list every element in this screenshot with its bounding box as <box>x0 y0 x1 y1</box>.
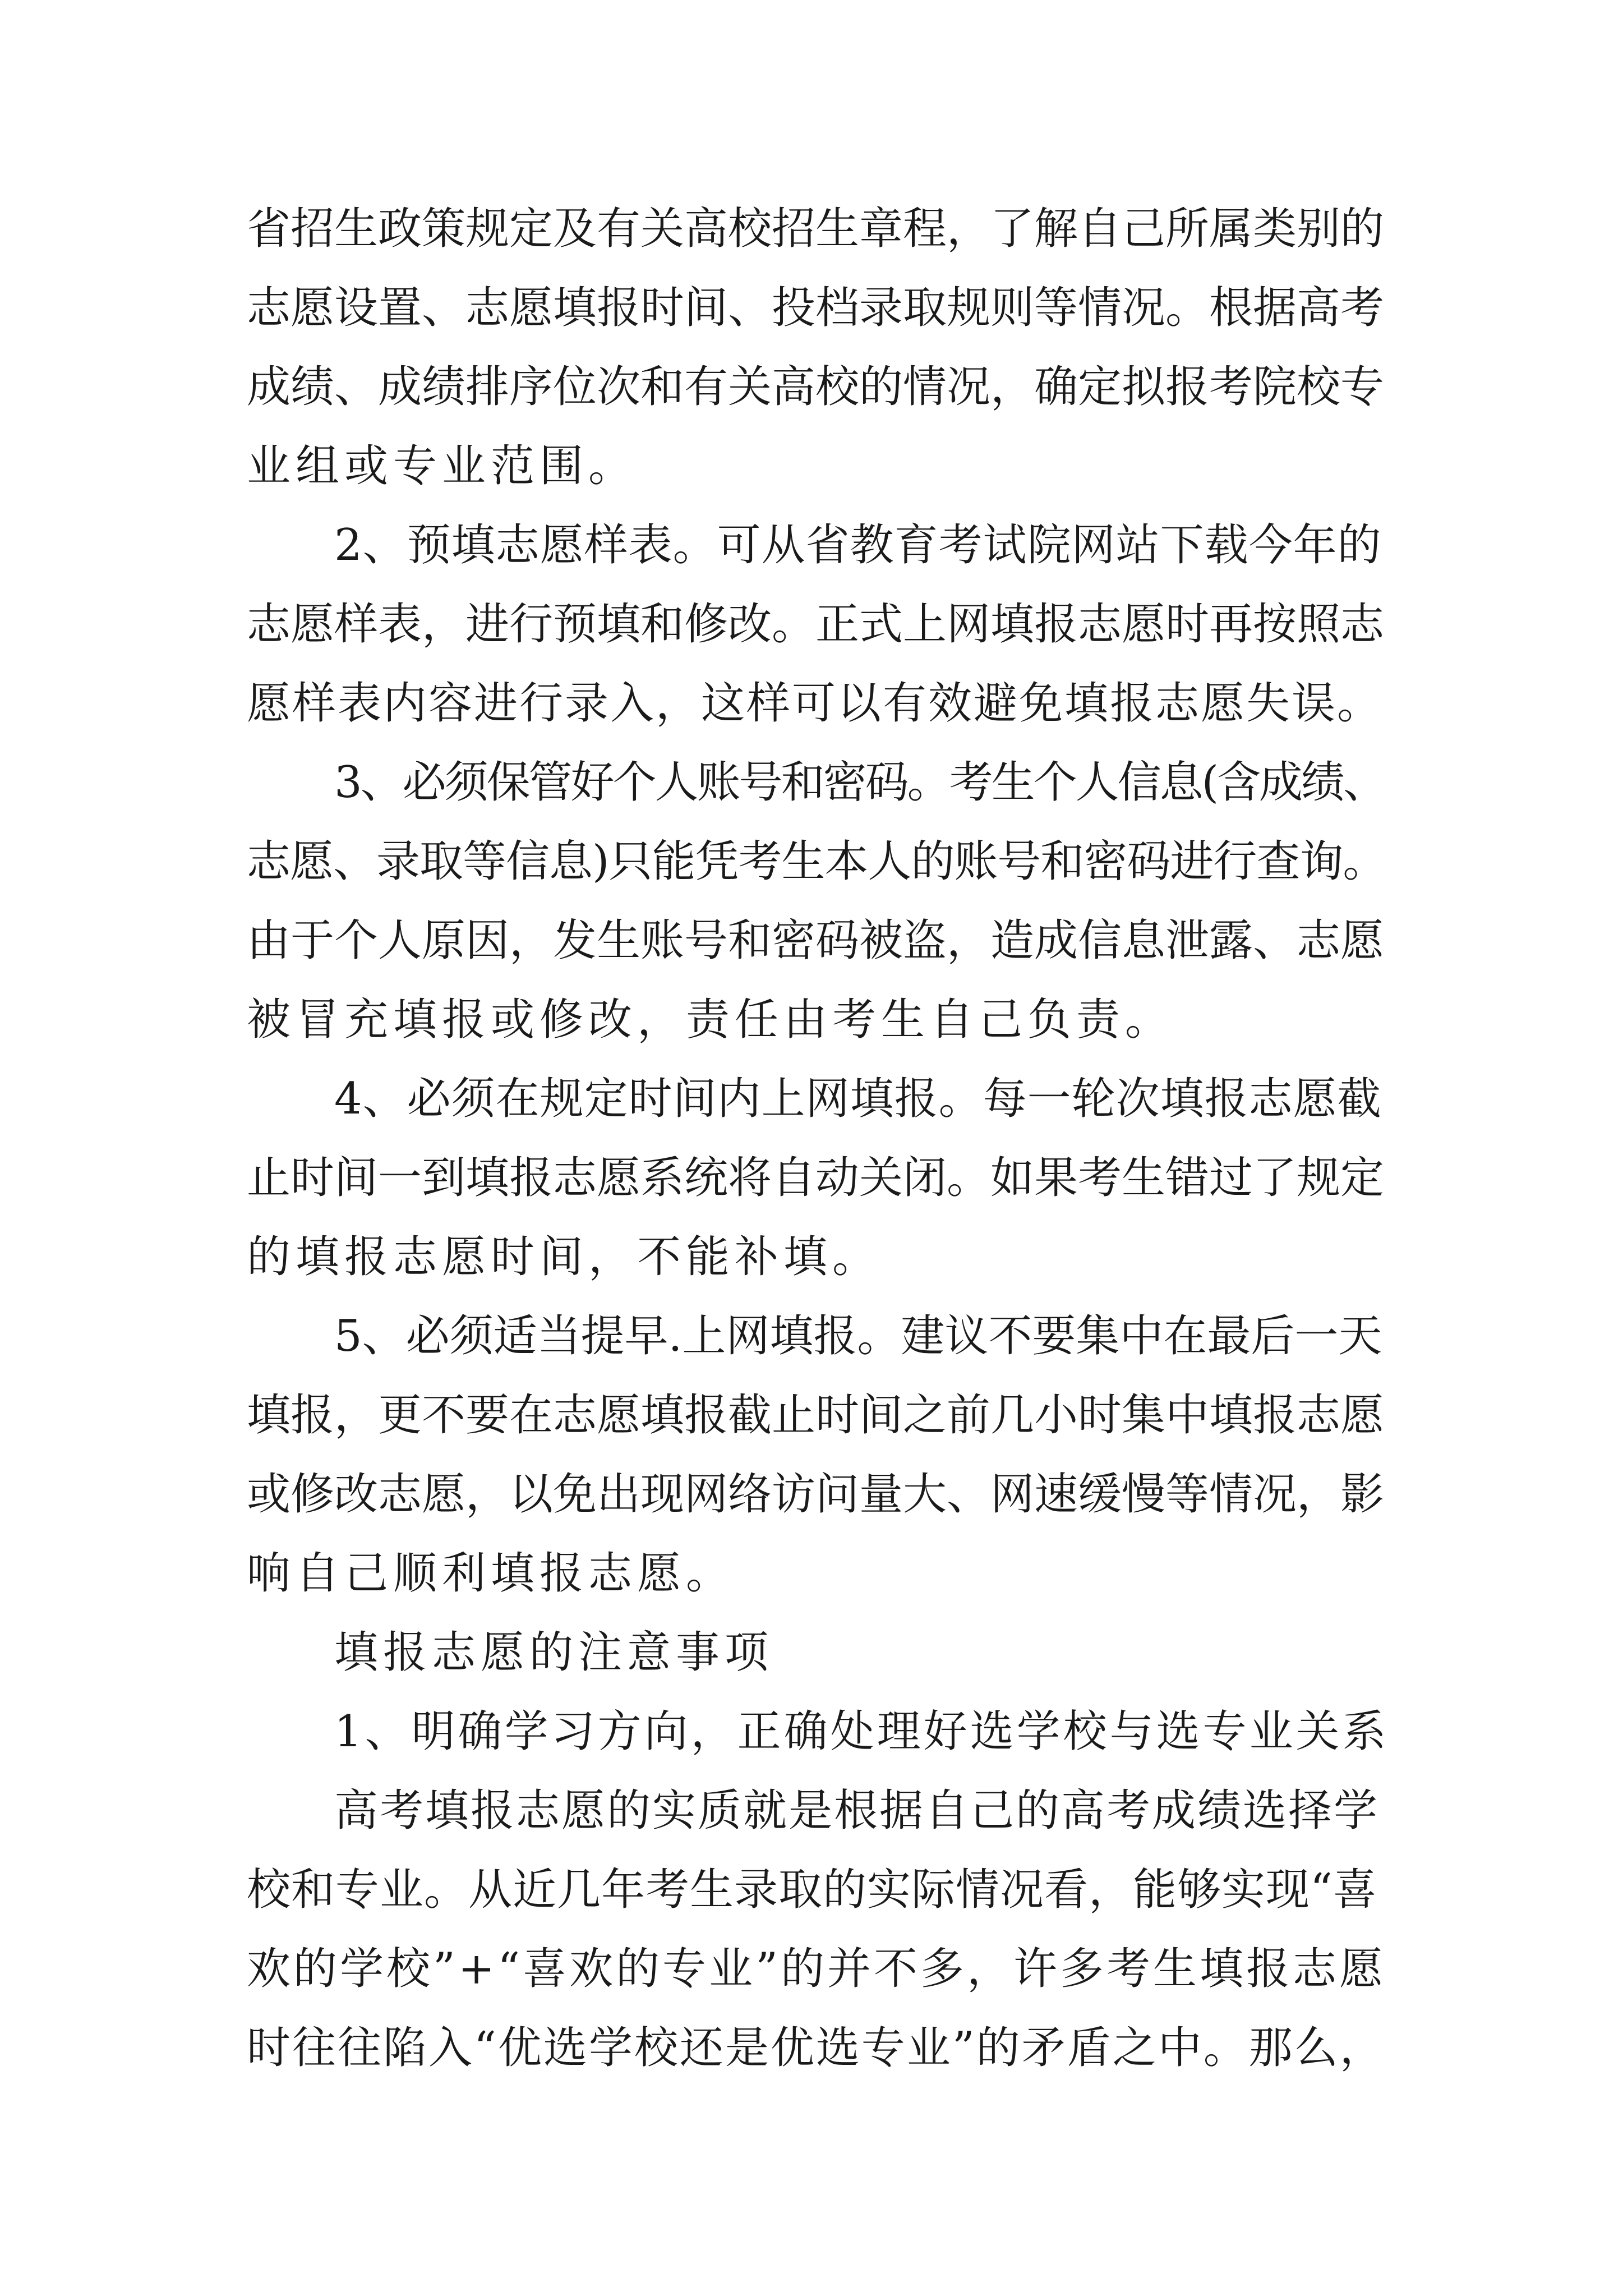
text-line: 3、必须保管好个人账号和密码。考生个人信息(含成绩、 <box>334 757 1386 808</box>
text-line: 志愿样表，进行预填和修改。正式上网填报志愿时再按照志 <box>247 599 1385 650</box>
text-line: 省招生政策规定及有关高校招生章程，了解自己所属类别的 <box>247 204 1385 254</box>
text-line: 被冒充填报或修改，责任由考生自己负责。 <box>247 995 1174 1045</box>
text-line: 2、预填志愿样表。可从省教育考试院网站下载今年的 <box>334 520 1382 570</box>
subsection-heading: 1、明确学习方向，正确处理好选学校与选专业关系 <box>334 1706 1389 1757</box>
text-line: 时往往陷入“优选学校还是优选专业”的矛盾之中。那么， <box>247 2023 1385 2073</box>
text-line: 响自己顺利填报志愿。 <box>247 1548 735 1599</box>
text-line: 成绩、成绩排序位次和有关高校的情况，确定拟报考院校专 <box>247 362 1385 412</box>
text-line: 由于个人原因，发生账号和密码被盗，造成信息泄露、志愿 <box>247 915 1385 966</box>
text-line: 或修改志愿，以免出现网络访问量大、网速缓慢等情况，影 <box>247 1469 1385 1520</box>
document-body <box>247 190 1391 2088</box>
text-line: 5、必须适当提早.上网填报。建议不要集中在最后一天 <box>334 1311 1382 1361</box>
text-line: 业组或专业范围。 <box>247 441 638 491</box>
text-line: 的填报志愿时间，不能补填。 <box>247 1232 882 1282</box>
section-heading: 填报志愿的注意事项 <box>334 1627 774 1678</box>
text-line: 止时间一到填报志愿系统将自动关闭。如果考生错过了规定 <box>247 1153 1385 1203</box>
text-line: 欢的学校”+“喜欢的专业”的并不多，许多考生填报志愿 <box>247 1944 1386 1994</box>
text-line: 填报，更不要在志愿填报截止时间之前几小时集中填报志愿 <box>247 1390 1385 1441</box>
text-line: 愿样表内容进行录入，这样可以有效避免填报志愿失误。 <box>247 678 1383 729</box>
text-line: 志愿、录取等信息)只能凭考生本人的账号和密码进行查询。 <box>247 836 1386 887</box>
text-line: 校和专业。从近几年考生录取的实际情况看，能够实现“喜 <box>247 1865 1377 1915</box>
text-line: 高考填报志愿的实质就是根据自己的高考成绩选择学 <box>334 1786 1380 1836</box>
text-line: 志愿设置、志愿填报时间、投档录取规则等情况。根据高考 <box>247 283 1385 333</box>
text-line: 4、必须在规定时间内上网填报。每一轮次填报志愿截 <box>334 1074 1382 1124</box>
